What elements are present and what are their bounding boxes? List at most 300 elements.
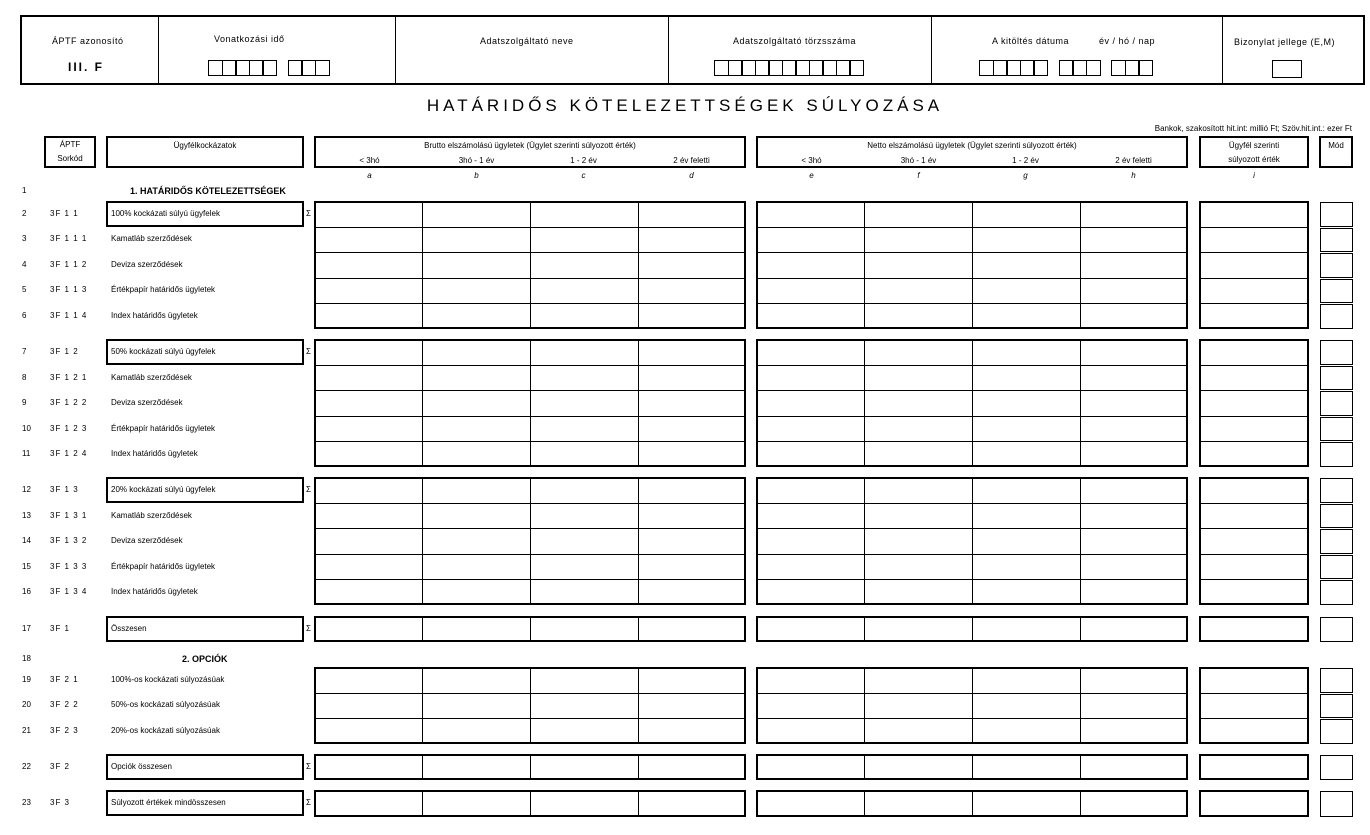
value-cell[interactable] [973,229,1076,251]
value-cell[interactable] [1201,203,1305,225]
value-cell[interactable] [317,756,420,778]
grid-col-line [864,477,865,605]
value-cell[interactable] [424,443,527,465]
grid-col-line [422,754,423,780]
value-cell[interactable] [973,695,1076,717]
mod-cell[interactable] [1320,366,1353,391]
value-cell[interactable] [866,756,969,778]
mod-cell[interactable] [1320,253,1353,278]
period-label: < 3hó [801,156,822,165]
value-cell[interactable] [1081,720,1184,742]
value-cell[interactable] [1081,392,1184,414]
row-number: 3 [22,234,27,243]
grid-row-line [1199,718,1309,719]
value-cell[interactable] [531,203,634,225]
value-cell[interactable] [1201,367,1305,389]
value-cell[interactable] [866,479,969,501]
mod-cell[interactable] [1320,791,1353,817]
row-number: 11 [22,449,31,458]
mod-cell[interactable] [1320,617,1353,642]
value-cell[interactable] [973,280,1076,302]
row-number: 9 [22,398,27,407]
value-cell[interactable] [759,254,862,276]
row-number: 7 [22,347,27,356]
row-label: Súlyozott értékek mindösszesen [111,798,226,807]
value-cell[interactable] [1201,792,1305,815]
period-label: 1 - 2 év [570,156,597,165]
value-cell[interactable] [317,280,420,302]
value-cell[interactable] [1201,479,1305,501]
mod-cell[interactable] [1320,279,1353,304]
value-cell[interactable] [317,618,420,640]
mod-cell[interactable] [1320,668,1353,693]
value-cell[interactable] [531,305,634,327]
value-cell[interactable] [424,280,527,302]
aptf-col-label: ÁPTF [59,140,81,149]
column-letter: g [1023,171,1028,180]
value-cell[interactable] [973,392,1076,414]
grid-col-line [864,790,865,817]
value-cell[interactable] [866,556,969,578]
mod-cell[interactable] [1320,304,1353,329]
value-cell[interactable] [866,720,969,742]
value-cell[interactable] [317,305,420,327]
row-code: 3F 2 [50,762,71,771]
value-cell[interactable] [866,280,969,302]
value-cell[interactable] [424,695,527,717]
value-cell[interactable] [1081,618,1184,640]
value-cell[interactable] [424,367,527,389]
value-cell[interactable] [639,203,742,225]
value-cell[interactable] [639,530,742,552]
value-cell[interactable] [639,720,742,742]
value-cell[interactable] [639,280,742,302]
value-cell[interactable] [866,669,969,691]
sigma-icon: Σ [306,485,311,494]
row-number: 8 [22,373,27,382]
value-cell[interactable] [866,341,969,363]
value-cell[interactable] [1201,556,1305,578]
value-cell[interactable] [639,305,742,327]
value-cell[interactable] [1201,530,1305,552]
row-number: 17 [22,624,31,633]
sigma-icon: Σ [306,762,311,771]
period-label: 2 év feletti [673,156,710,165]
value-cell[interactable] [639,669,742,691]
value-cell[interactable] [759,305,862,327]
grid-row-line [1199,441,1309,442]
value-cell[interactable] [424,505,527,527]
row-number: 21 [22,726,31,735]
value-cell[interactable] [639,695,742,717]
value-cell[interactable] [1201,280,1305,302]
value-cell[interactable] [317,392,420,414]
value-cell[interactable] [866,229,969,251]
header-divider [158,15,159,85]
value-cell[interactable] [1201,254,1305,276]
value-cell[interactable] [973,669,1076,691]
value-cell[interactable] [424,341,527,363]
value-cell[interactable] [866,418,969,440]
value-cell[interactable] [317,203,420,225]
value-cell[interactable] [973,418,1076,440]
mod-cell[interactable] [1320,340,1353,365]
grid-col-line [422,477,423,605]
header-divider [668,15,669,85]
value-cell[interactable] [759,367,862,389]
value-cell[interactable] [317,479,420,501]
value-cell[interactable] [1201,505,1305,527]
value-cell[interactable] [1081,305,1184,327]
row-label: 50%-os kockázati súlyozásúak [111,700,220,709]
value-cell[interactable] [639,443,742,465]
value-cell[interactable] [639,792,742,815]
value-cell[interactable] [973,505,1076,527]
grid-col-line [422,201,423,329]
value-cell[interactable] [1201,720,1305,742]
value-cell[interactable] [317,669,420,691]
row-code: 3F 1 [50,624,71,633]
value-cell[interactable] [317,341,420,363]
value-cell[interactable] [531,695,634,717]
row-number: 12 [22,485,31,494]
grid-row-line [1199,303,1309,304]
row-number: 23 [22,798,31,807]
value-cell[interactable] [424,229,527,251]
value-cell[interactable] [531,618,634,640]
value-cell[interactable] [531,418,634,440]
value-cell[interactable] [531,479,634,501]
row-label: Értékpapír határidős ügyletek [111,424,216,433]
value-cell[interactable] [531,530,634,552]
grid-col-line [422,339,423,467]
row-code: 3F 1 2 1 [50,373,88,382]
value-cell[interactable] [1201,695,1305,717]
value-cell[interactable] [317,530,420,552]
row-label: Kamatláb szerződések [111,373,192,382]
sigma-icon: Σ [306,798,311,807]
row-label: Összesen [111,624,147,633]
row-code: 3F 2 1 [50,675,79,684]
value-cell[interactable] [1081,669,1184,691]
value-cell[interactable] [1081,341,1184,363]
section-title: 1. HATÁRIDŐS KÖTELEZETTSÉGEK [130,186,286,196]
value-cell[interactable] [1201,756,1305,778]
value-cell[interactable] [1081,756,1184,778]
value-cell[interactable] [1201,229,1305,251]
risk-col-label: Ügyfélkockázatok [173,141,237,150]
mod-cell[interactable] [1320,580,1353,605]
units-note: Bankok, szakosított hit.int: millió Ft; Szöv.hit.int.: ezer Ft [1154,124,1352,133]
value-cell[interactable] [639,581,742,603]
value-cell[interactable] [531,756,634,778]
row-code: 3F 1 1 1 [50,234,88,243]
mod-cell[interactable] [1320,202,1353,227]
mod-cell[interactable] [1320,417,1353,442]
value-cell[interactable] [759,720,862,742]
period-label: < 3hó [359,156,380,165]
value-cell[interactable] [424,618,527,640]
row-code: 3F 1 1 [50,209,79,218]
value-cell[interactable] [759,669,862,691]
provider-reg-field[interactable] [714,60,863,76]
value-cell[interactable] [973,618,1076,640]
row-label: Kamatláb szerződések [111,511,192,520]
value-cell[interactable] [1201,618,1305,640]
value-cell[interactable] [424,792,527,815]
value-cell[interactable] [424,756,527,778]
value-cell[interactable] [1201,443,1305,465]
value-cell[interactable] [759,556,862,578]
value-cell[interactable] [1081,695,1184,717]
grid-row-line [1199,252,1309,253]
row-number: 2 [22,209,27,218]
value-cell[interactable] [531,280,634,302]
row-number: 6 [22,311,27,320]
row-code: 3F 1 2 2 [50,398,88,407]
value-cell[interactable] [424,305,527,327]
mod-cell[interactable] [1320,719,1353,744]
value-cell[interactable] [531,229,634,251]
mod-cell[interactable] [1320,755,1353,780]
value-cell[interactable] [317,556,420,578]
mod-cell[interactable] [1320,694,1353,719]
mod-cell[interactable] [1320,555,1353,580]
value-cell[interactable] [317,443,420,465]
value-cell[interactable] [1201,392,1305,414]
value-cell[interactable] [759,618,862,640]
value-cell[interactable] [639,418,742,440]
value-cell[interactable] [531,505,634,527]
row-label: 100%-os kockázati súlyozásúak [111,675,225,684]
row-code: 3F 1 1 3 [50,285,88,294]
value-cell[interactable] [973,756,1076,778]
value-cell[interactable] [424,418,527,440]
value-cell[interactable] [317,720,420,742]
value-cell[interactable] [1081,581,1184,603]
value-cell[interactable] [639,618,742,640]
value-cell[interactable] [424,556,527,578]
sigma-icon: Σ [306,624,311,633]
value-cell[interactable] [1201,669,1305,691]
row-code: 3F 3 [50,798,71,807]
value-cell[interactable] [317,229,420,251]
value-cell[interactable] [639,479,742,501]
mod-cell[interactable] [1320,504,1353,529]
value-cell[interactable] [1201,341,1305,363]
sigma-icon: Σ [306,347,311,356]
grid-row-line [1199,278,1309,279]
value-cell[interactable] [866,305,969,327]
value-cell[interactable] [317,367,420,389]
value-cell[interactable] [866,695,969,717]
column-letter: i [1253,171,1255,180]
value-cell[interactable] [866,581,969,603]
value-cell[interactable] [317,581,420,603]
value-cell[interactable] [1081,280,1184,302]
fill-date-format: év / hó / nap [1099,36,1156,46]
value-cell[interactable] [759,756,862,778]
value-cell[interactable] [531,443,634,465]
mod-cell[interactable] [1320,478,1353,503]
value-cell[interactable] [1081,792,1184,815]
value-cell[interactable] [639,367,742,389]
value-cell[interactable] [866,505,969,527]
value-cell[interactable] [759,530,862,552]
value-cell[interactable] [424,203,527,225]
doc-type-field[interactable] [1272,60,1302,78]
mod-cell[interactable] [1320,529,1353,554]
value-cell[interactable] [531,720,634,742]
value-cell[interactable] [531,581,634,603]
value-cell[interactable] [531,341,634,363]
value-cell[interactable] [866,392,969,414]
value-cell[interactable] [424,581,527,603]
value-cell[interactable] [1081,556,1184,578]
value-cell[interactable] [866,443,969,465]
value-cell[interactable] [1081,418,1184,440]
aptf-col-header [44,136,96,168]
mod-cell[interactable] [1320,391,1353,416]
value-cell[interactable] [1081,203,1184,225]
value-cell[interactable] [1081,479,1184,501]
row-number: 13 [22,511,31,520]
value-cell[interactable] [639,505,742,527]
value-cell[interactable] [866,254,969,276]
value-cell[interactable] [1081,254,1184,276]
grid-col-line [422,790,423,817]
grid-col-line [422,667,423,744]
row-number: 18 [22,654,31,663]
value-cell[interactable] [759,280,862,302]
value-cell[interactable] [973,792,1076,815]
value-cell[interactable] [973,530,1076,552]
row-label: 100% kockázati súlyú ügyfelek [111,209,220,218]
value-cell[interactable] [424,530,527,552]
value-cell[interactable] [759,443,862,465]
value-cell[interactable] [639,392,742,414]
aptf-value: III. F [68,60,104,74]
value-cell[interactable] [973,443,1076,465]
value-cell[interactable] [531,367,634,389]
value-cell[interactable] [759,229,862,251]
value-cell[interactable] [531,392,634,414]
grid-row-line [1199,227,1309,228]
value-cell[interactable] [639,756,742,778]
value-cell[interactable] [424,254,527,276]
column-letter: b [474,171,479,180]
row-code: 3F 1 3 2 [50,536,88,545]
value-cell[interactable] [973,254,1076,276]
value-cell[interactable] [866,530,969,552]
value-cell[interactable] [759,581,862,603]
value-cell[interactable] [973,203,1076,225]
value-cell[interactable] [424,669,527,691]
value-cell[interactable] [759,695,862,717]
value-cell[interactable] [531,254,634,276]
value-cell[interactable] [866,792,969,815]
value-cell[interactable] [759,341,862,363]
row-code: 3F 1 1 4 [50,311,88,320]
value-cell[interactable] [1201,418,1305,440]
row-number: 22 [22,762,31,771]
value-cell[interactable] [866,367,969,389]
value-cell[interactable] [1081,443,1184,465]
value-cell[interactable] [759,203,862,225]
value-cell[interactable] [759,505,862,527]
value-cell[interactable] [973,367,1076,389]
row-code: 3F 1 3 3 [50,562,88,571]
value-cell[interactable] [866,203,969,225]
grid-col-line [864,667,865,744]
row-label: 20% kockázati súlyú ügyfelek [111,485,216,494]
value-cell[interactable] [1081,505,1184,527]
mod-cell[interactable] [1320,442,1353,467]
value-cell[interactable] [317,695,420,717]
row-code: 3F 1 2 4 [50,449,88,458]
value-cell[interactable] [973,341,1076,363]
value-cell[interactable] [317,418,420,440]
value-cell[interactable] [1201,581,1305,603]
value-cell[interactable] [317,792,420,815]
row-code: 3F 2 2 [50,700,79,709]
grid-col-line [864,616,865,642]
value-cell[interactable] [531,792,634,815]
value-cell[interactable] [973,720,1076,742]
value-cell[interactable] [759,392,862,414]
value-cell[interactable] [639,341,742,363]
value-cell[interactable] [424,720,527,742]
value-cell[interactable] [973,581,1076,603]
provider-reg-label: Adatszolgáltató törzsszáma [733,36,857,46]
value-cell[interactable] [759,792,862,815]
value-cell[interactable] [639,556,742,578]
value-cell[interactable] [639,229,742,251]
value-cell[interactable] [317,505,420,527]
row-label: Deviza szerződések [111,398,183,407]
value-cell[interactable] [1201,305,1305,327]
value-cell[interactable] [759,479,862,501]
column-letter: f [917,171,920,180]
value-cell[interactable] [973,479,1076,501]
fill-date-field[interactable] [979,60,1152,76]
row-number: 20 [22,700,31,709]
value-cell[interactable] [866,618,969,640]
value-cell[interactable] [424,479,527,501]
row-label: Opciók összesen [111,762,172,771]
value-cell[interactable] [531,556,634,578]
value-cell[interactable] [1081,530,1184,552]
client-weighted-label-2: súlyozott érték [1228,155,1280,164]
client-weighted-label-1: Ügyfél szerinti [1228,141,1280,150]
mod-cell[interactable] [1320,228,1353,253]
row-label: Értékpapír határidős ügyletek [111,285,216,294]
value-cell[interactable] [1081,229,1184,251]
grid-col-line [864,339,865,467]
value-cell[interactable] [973,305,1076,327]
value-cell[interactable] [973,556,1076,578]
value-cell[interactable] [1081,367,1184,389]
risk-col-header [106,136,304,168]
period-field[interactable] [208,60,328,76]
value-cell[interactable] [639,254,742,276]
period-label: 1 - 2 év [1012,156,1039,165]
value-cell[interactable] [759,418,862,440]
value-cell[interactable] [531,669,634,691]
value-cell[interactable] [317,254,420,276]
value-cell[interactable] [424,392,527,414]
row-code: 3F 2 3 [50,726,79,735]
